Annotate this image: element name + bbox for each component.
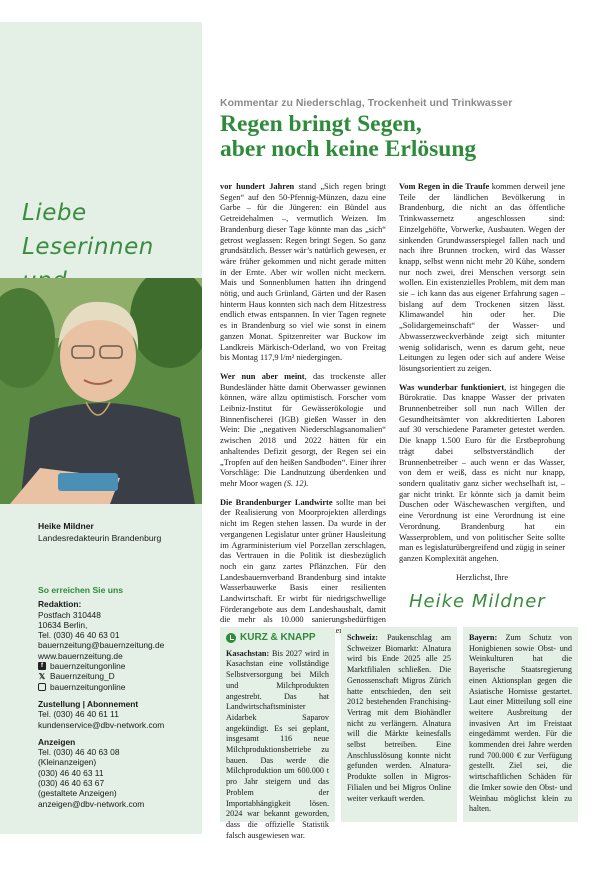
paragraph-text: , ist hingegen die Bürokratie. Das knappe Wasser der privaten Brunnenbetreiber soll nun nach Willen der Gesundheitsämter von akkreditierten Laboren auf 30 verschiedene Parameter getestet werden. Die knapp 1.500 Euro für die Erstbeprobung trägt dabei selbstverständlich der Brunnenbetreiber – auch wenn er das Wasser, von dem er weiß, dass es nicht nur knapp, sondern qualitativ ganz sicher wechselhaft ist, – gar nicht trinkt. Er könnte sich ja damit beim Duschen oder Wäschewaschen vergiften, und eine Verordnung ist eine Verordnung ist eine Verordnung. Brandenburg hat ein Wasserproblem, und von politischer Seite sollte man es legislaturübergreifend und zügig in seiner ganzen Komplexität angehen. <box>399 382 565 563</box>
social-label: bauernzeitungonline <box>50 661 126 672</box>
closing-line: Herzlichst, Ihre <box>455 572 509 582</box>
social-label: bauernzeitungonline <box>50 681 126 692</box>
social-x[interactable] <box>38 671 198 681</box>
contact-box <box>38 585 198 809</box>
social-label: Bauernzeitung_D <box>50 671 115 682</box>
check-circle-icon <box>226 633 236 643</box>
x-icon: 𝕏 <box>38 671 46 681</box>
kurz-und-knapp-box <box>220 627 578 840</box>
paragraph <box>399 182 565 375</box>
redaktion-email[interactable]: bauernzeitung@bauernzeitung.de <box>38 640 165 651</box>
news-item <box>463 627 578 822</box>
zustellung-email[interactable]: kundenservice@dbv-network.com <box>38 719 165 730</box>
paragraph-lead: Wer nun aber meint <box>220 371 305 381</box>
article-column-1 <box>220 182 386 645</box>
facebook-icon: f <box>38 662 46 670</box>
signature: Heike Mildner <box>409 591 546 613</box>
paragraph-text: kommen derweil jene Teile der ländlichen Bevölkerung in Brandenburg, die nicht an das öffentliche Trinkwassernetz angeschlossen sind: Einzelgehöfte, Vorwerke, Ausbauten. Wegen der sinkenden Grundwasserspiegel fallen nach und nach ihre Brunnen trocken, wird das Wasser knapp, selbst wenn nicht mehr 20 Kühe, sondern nur noch zwei, drei Menschen versorgt sein wollen. Ein existenzielles Problem, mit dem man sie – ich kann das aus eigener Erfahrung sagen – bislang auf dem Trockenen sitzen lässt. Klimawandel hin oder her. Die „Solidargemeinschaft“ der Wasser- und Abwasserzweckverbände zeigt sich mitunter wenig solidarisch, wenn es darum geht, neue Leitungen zu legen oder sich auf andere Weise lösungsorientiert zu zeigen. <box>399 182 565 373</box>
paragraph-lead: vor hundert Jahren <box>220 182 295 191</box>
paragraph-text: , das trockenste aller Bundesländer hätte damit Oberwasser gewinnen können, wäre allzu optimistisch. Forscher vom Leibniz-Institut für Gewässerökologie und Binnenfischerei (IGB) gießen Wasser in den Wein: Die „negativen Niederschlagsanomalien“ zwischen 2018 und 2022 hätten für ein anhaltendes Defizit gesorgt, der Regen sei ein „Tropfen auf den heißen Sandboden“. Einer ihrer Vorschläge: Die Landnutzung überdenken und mehr Moor wagen <box>220 371 386 488</box>
paragraph <box>220 182 386 364</box>
news-item <box>220 627 335 840</box>
paragraph-lead: Die Brandenburger Landwirte <box>220 497 333 507</box>
redaktion-phone: Tel. (030) 46 40 63 01 <box>38 630 120 641</box>
website-link[interactable]: www.bauernzeitung.de <box>38 650 123 661</box>
news-item-lead: Bayern: <box>469 633 498 642</box>
zustellung-heading: Zustellung | Abonnement <box>38 698 139 709</box>
anzeigen-line: (Kleinanzeigen) <box>38 757 97 768</box>
headline-line: Regen bringt Segen, <box>220 111 422 137</box>
paragraph-lead: Was wunderbar funktioniert <box>399 382 505 392</box>
news-item-lead: Kasachstan: <box>226 648 270 658</box>
kurz-title-label: KURZ & KNAPP <box>240 632 316 643</box>
anzeigen-email[interactable]: anzeigen@dbv-network.com <box>38 798 145 809</box>
social-facebook[interactable] <box>38 661 198 671</box>
news-item <box>341 627 457 822</box>
paragraph-text: sollte man bei der Realisierung von Moorprojekten allerdings nicht im Regen stehen lassen. Da wurde in der vergangenen Legislatur unter grüner Hausleitung im Agrarministerium viel Porzellan zerschlagen, das Vertrauen in die Politik ist diesbezüglich noch ein ganz zartes Pflänzchen. Für den Landesbauernverband Brandenburg sind intakte Wasserbauwerke Basis einer resilienten Landwirtschaft. Er wirbt für niedrigschwellige Förderangebote aus dem Landeshaushalt, damit die mehr als 10.000 sanierungsbedürftigen <box>220 497 386 625</box>
news-item-lead: Schweiz: <box>347 633 378 642</box>
author-name: Heike Mildner <box>38 521 94 531</box>
anzeigen-line: (030) 46 40 63 11 <box>38 767 104 778</box>
article-headline <box>220 112 476 162</box>
paragraph <box>220 498 386 637</box>
author-role: Landesredakteurin Brandenburg <box>38 533 162 543</box>
anzeigen-heading: Anzeigen <box>38 736 76 747</box>
page-reference: (S. 12). <box>283 478 309 488</box>
news-item-text: Zum Schutz von Honigbienen sowie Obst- und Weinkulturen hat die Bayerische Staatsregierung einen Aktionsplan gegen die Asiatische Hornisse gestartet. Laut einer Mitteilung soll eine weitere Ausbreitung der invasiven Art im Freistaat eingedämmt werden. Für die kommenden drei Jahre werden rund 700.000 € zur Verfügung gestellt. Ziel sei, die wirtschaftlichen Schäden für die Imker sowie den Obst- und Weinbau möglichst klein zu halten. <box>469 633 572 814</box>
redaktion-heading: Redaktion: <box>38 599 82 610</box>
author-photo <box>0 278 202 504</box>
anzeigen-line: (gestaltete Anzeigen) <box>38 788 117 799</box>
social-instagram[interactable] <box>38 682 198 692</box>
paragraph-lead: Vom Regen in die Traufe <box>399 182 490 191</box>
news-item-text: Paukenschlag am Schweizer Biomarkt: Alnatura wird bis Ende 2025 alle 25 Marktfilialen schließen. Die Genossenschaft Migros Zürich hatte entschieden, den seit 2012 bestehenden Franchising-Vertrag mit dem Biohändler nicht zu verlängern. Alnatura will die Märkte keinesfalls selbst betreiben. Eine Anschlusslösung konnte nicht gefunden werden. Alnatura-Produkte sollen in Migros-Filialen und bei Migros Online weiter verkauft werden. <box>347 633 451 803</box>
paragraph <box>399 383 565 565</box>
contact-title: So erreichen Sie uns <box>38 585 124 595</box>
anzeigen-line: (030) 46 40 63 67 <box>38 778 105 789</box>
instagram-icon <box>38 683 46 691</box>
headline-line: aber noch keine Erlösung <box>220 136 477 162</box>
redaktion-address-line: Postfach 310448 <box>38 609 101 620</box>
zustellung-phone: Tel. (030) 46 40 61 11 <box>38 709 119 720</box>
news-item-text: Bis 2027 wird in Kasachstan eine vollständige Selbstversorgung bei Milch und Milchprodukten angestrebt. Das hat Landwirtschaftsminister Aidarbek Saparov angekündigt. Es sei geplant, insgesamt 116 neue Milchproduktionsbetriebe zu bauen. Das werde die Milchproduktion um 600.000 t pro Jahr steigern und das Problem der Importabhängigkeit lösen. 2024 war bekannt geworden, dass die offizielle Statistik falsch ausgewiesen war. <box>226 648 329 840</box>
article-column-2 <box>399 182 565 613</box>
article-kicker: Kommentar zu Niederschlag, Trockenheit und Trinkwasser <box>220 97 513 109</box>
redaktion-address-line: 10634 Berlin, <box>38 619 88 630</box>
paragraph-text: stand „Sich regen bringt Segen“ auf den 50-Pfennig-Münzen, dazu eine Garbe – für die Jüngeren: ein Bündel aus Getreidehalmen –, vermutlich Weizen. Im Brandenburg dieser Tage könnte man das „sich“ getrost weglassen: Regen bringt Segen. So ganz grundsätzlich. Besser wär’s natürlich gewesen, er wäre früher gekommen und nicht gerade mitten in der Ernte. Aber wir wollen nicht meckern. Mais und Sonnenblumen hatten ihn dringend nötig, und auch Grünland, Gärten und der Rasen hinterm Haus konnten sich nach dem Hitzestress endlich etwas entspannen. In vier Tagen regnete es in Brandenburg so viel wie sonst in einem ganzen Monat. Spitzenreiter war Buckow im Landkreis Märkisch-Oderland, wo von Freitag bis Montag 117,9 l/m² niedergingen. <box>220 182 386 363</box>
anzeigen-line: Tel. (030) 46 40 63 08 <box>38 747 120 758</box>
greeting-line: Liebe Leserinnen <box>22 200 154 260</box>
paragraph <box>220 372 386 490</box>
kurz-title <box>226 633 329 644</box>
